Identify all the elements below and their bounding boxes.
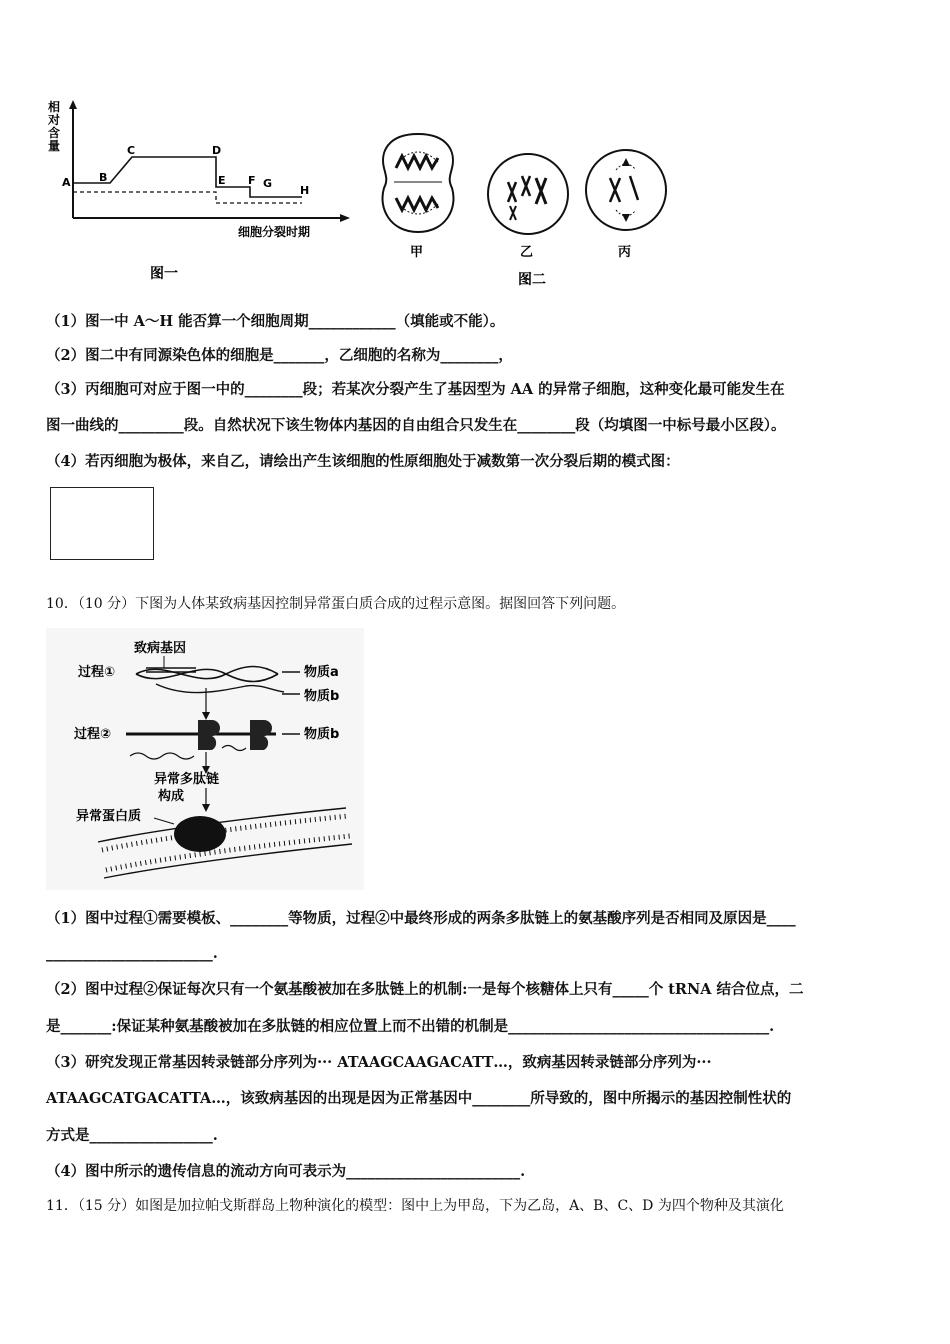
q10-part4: （4）图中所示的遗传信息的流动方向可表示为________________________. (46, 1163, 526, 1180)
peptide-label: 异常多肽链 (154, 772, 220, 787)
q10-process-figure (46, 628, 364, 890)
point-label-f: F (248, 174, 256, 187)
cell-yi (488, 154, 568, 234)
substance-a-label: 物质a (304, 665, 339, 680)
substance-b-label-1: 物质b (304, 689, 340, 704)
substance-b-label-2: 物质b (304, 727, 340, 742)
q9-part4: （4）若丙细胞为极体，来自乙，请绘出产生该细胞的性原细胞处于减数第一次分裂后期的模式图： (46, 453, 680, 470)
y-axis-label-char: 对 (48, 113, 61, 127)
q9-part3-line1: （3）丙细胞可对应于图一中的________段；若某次分裂产生了基因型为 AA 的异常子细胞，这种变化最可能发生在 (46, 381, 785, 398)
cell-label-yi: 乙 (520, 245, 534, 260)
protein-label: 异常蛋白质 (76, 809, 142, 824)
q10-part2-line2: 是_______:保证某种氨基酸被加在多肽链的相应位置上而不出错的机制是____________________________________. (46, 1018, 775, 1035)
cell-label-jia: 甲 (410, 245, 424, 260)
y-axis-label-char: 量 (48, 139, 61, 153)
y-axis-label-char: 相 (48, 100, 61, 114)
q11-title: 11．（15 分）如图是加拉帕戈斯群岛上物种演化的模型：图中上为甲岛，下为乙岛，A、B、C、D 为四个物种及其演化 (46, 1198, 784, 1214)
process2-label: 过程② (74, 727, 112, 742)
compose-label: 构成 (158, 789, 185, 804)
q10-part1-line2: _______________________. (46, 945, 218, 962)
y-axis-arrow (69, 100, 77, 109)
q10-part2-line1: （2）图中过程②保证每次只有一个氨基酸被加在多肽链上的机制:一是每个核糖体上只有_____个 tRNA 结合位点，二 (46, 981, 804, 998)
q9-part1: （1）图一中 A～H 能否算一个细胞周期____________（填能或不能）。 (46, 313, 505, 330)
q10-part1-line1: （1）图中过程①需要模板、________等物质，过程②中最终形成的两条多肽链上的氨基酸序列是否相同及原因是____ (46, 910, 796, 927)
figure1-caption: 图一 (150, 266, 178, 282)
q10-part3-line3: 方式是_________________. (46, 1127, 218, 1144)
cell-jia (382, 134, 453, 232)
point-label-c: C (127, 144, 136, 157)
x-axis-arrow (340, 214, 350, 222)
cell-bing (586, 150, 666, 230)
point-label-e: E (218, 174, 226, 187)
point-label-a: A (62, 176, 71, 189)
figure1-chart (40, 95, 360, 285)
gene-label: 致病基因 (134, 641, 187, 656)
q9-part3-line2: 图一曲线的_________段。自然状况下该生物体内基因的自由组合只发生在________段（均填图一中标号最小区段）。 (46, 417, 786, 434)
figure2-cells (380, 128, 680, 290)
point-label-g: G (263, 177, 273, 190)
point-label-b: B (99, 171, 108, 184)
process1-label: 过程① (78, 665, 116, 680)
drawing-answer-box[interactable] (50, 487, 154, 560)
cell-label-bing: 丙 (618, 245, 632, 260)
y-axis-label-char: 含 (48, 126, 61, 140)
q10-part3-line1: （3）研究发现正常基因转录链部分序列为··· ATAAGCAAGACATT…，致病基因转录链部分序列为··· (46, 1054, 712, 1071)
q10-title: 10．（10 分）下图为人体某致病基因控制异常蛋白质合成的过程示意图。据图回答下列问题。 (46, 596, 626, 612)
x-axis-label: 细胞分裂时期 (238, 225, 311, 239)
q9-part2: （2）图二中有同源染色体的细胞是_______，乙细胞的名称为________， (46, 347, 513, 364)
point-label-d: D (212, 144, 222, 157)
point-label-h: H (300, 184, 310, 197)
abnormal-protein (174, 816, 226, 852)
figure2-caption: 图二 (518, 272, 546, 288)
q10-part3-line2: ATAAGCATGACATTA…，该致病基因的出现是因为正常基因中________所导致的，图中所揭示的基因控制性状的 (46, 1090, 792, 1107)
